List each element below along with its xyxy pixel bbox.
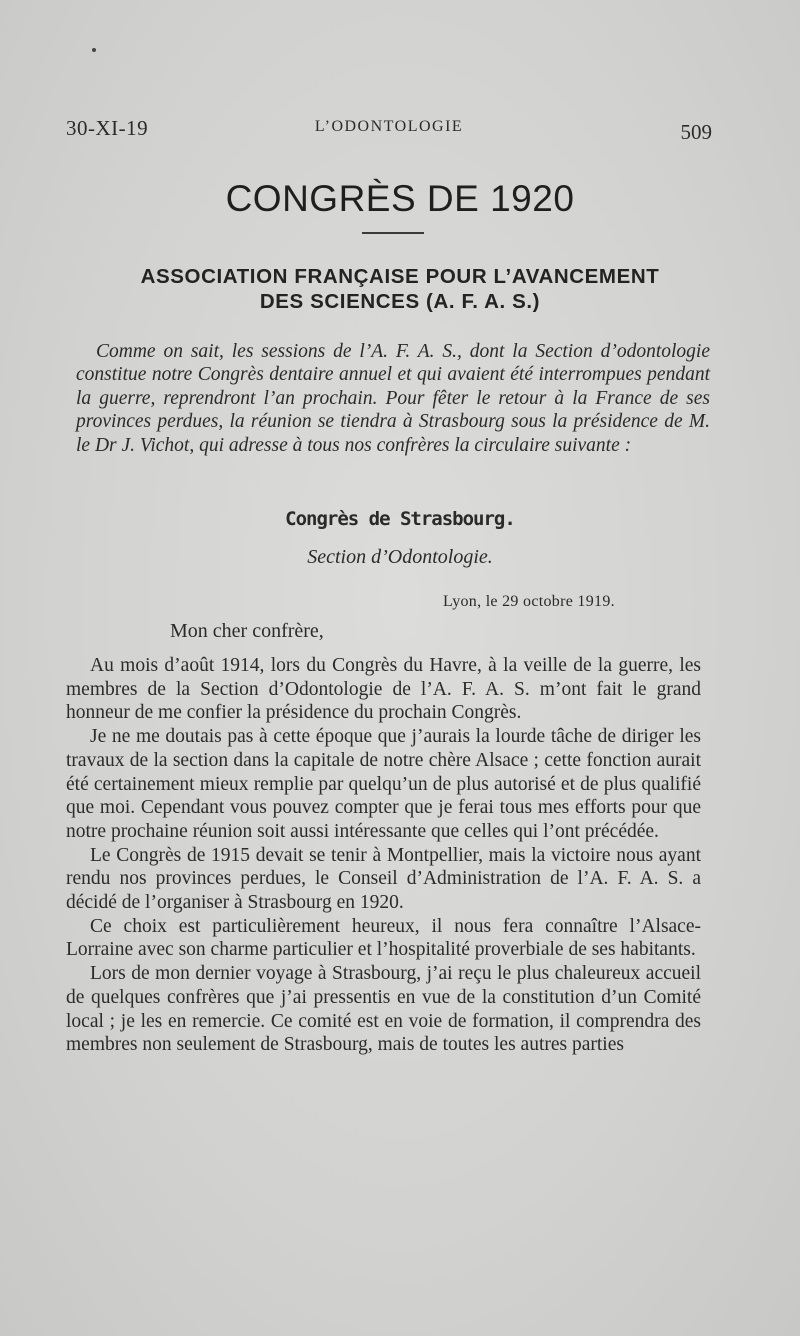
- body-paragraph: Ce choix est particulièrement heureux, il nous fera connaître l’Alsace-Lorraine avec son charme particulier et l’hospitalité proverbiale de ses habitants.: [66, 915, 701, 961]
- section-heading: Section d’Odontologie.: [307, 546, 493, 568]
- page-title: CONGRÈS DE 1920: [225, 178, 575, 219]
- journal-title: L’ODONTOLOGIE: [314, 118, 464, 135]
- title-divider: [362, 232, 424, 234]
- intro-text: Comme on sait, les sessions de l’A. F. A. S., dont la Section d’odontologie constitue notre Congrès dentaire annuel et qui avaient été interrompues pendant la guerre, reprendront l’an prochain. Pour fêter le retour à la France de ses provinces perdues, la réunion se tiendra à Strasbourg sous la présidence de M. le Dr J. Vichot, qui adresse à tous nos confrères la circulaire suivante :: [76, 341, 710, 456]
- body-paragraph: Au mois d’août 1914, lors du Congrès du Havre, à la veille de la guerre, les membres de la Section d’Odontologie de l’A. F. A. S. m’ont fait le grand honneur de me confier la présidence du prochain Congrès.: [66, 655, 701, 724]
- letter-body: [66, 654, 701, 1057]
- issue-date: 30-XI-19: [66, 116, 149, 140]
- ink-speck: [92, 48, 96, 52]
- association-heading-line-2: DES SCIENCES (A. F. A. S.): [259, 290, 541, 313]
- body-paragraph: Lors de mon dernier voyage à Strasbourg, j’ai reçu le plus chaleureux accueil de quelques confrères que j’ai pressentis en vue de la constitution d’un Comité local ; je les en remercie. Ce comité est en voie de formation, il comprendra des membres non seulement de Strasbourg, mais de toutes les autres parties: [66, 963, 701, 1056]
- letter-date: Lyon, le 29 octobre 1919.: [443, 593, 615, 610]
- congres-heading: Congrès de Strasbourg.: [285, 508, 515, 530]
- intro-paragraph: [76, 340, 710, 457]
- running-header: [66, 116, 712, 146]
- association-heading: [70, 264, 730, 314]
- letter-salutation: Mon cher confrère,: [170, 620, 324, 642]
- body-paragraph: Le Congrès de 1915 devait se tenir à Montpellier, mais la victoire nous ayant rendu nos provinces perdues, le Conseil d’Administration de l’A. F. A. S. a décidé de l’organiser à Strasbourg en 1920.: [66, 844, 701, 914]
- body-paragraph: Je ne me doutais pas à cette époque que j’aurais la lourde tâche de diriger les travaux de la section dans la capitale de notre chère Alsace ; cette fonction aurait été certainement mieux remplie par quelqu’un de plus autorisé et de plus qualifié que moi. Cependant vous pouvez compter que je ferai tous mes efforts pour que notre prochaine réunion soit aussi intéressante que celles qui l’ont précédée.: [66, 726, 701, 842]
- association-heading-line-1: ASSOCIATION FRANÇAISE POUR L’AVANCEMENT: [140, 265, 660, 288]
- page-number: 509: [680, 120, 712, 144]
